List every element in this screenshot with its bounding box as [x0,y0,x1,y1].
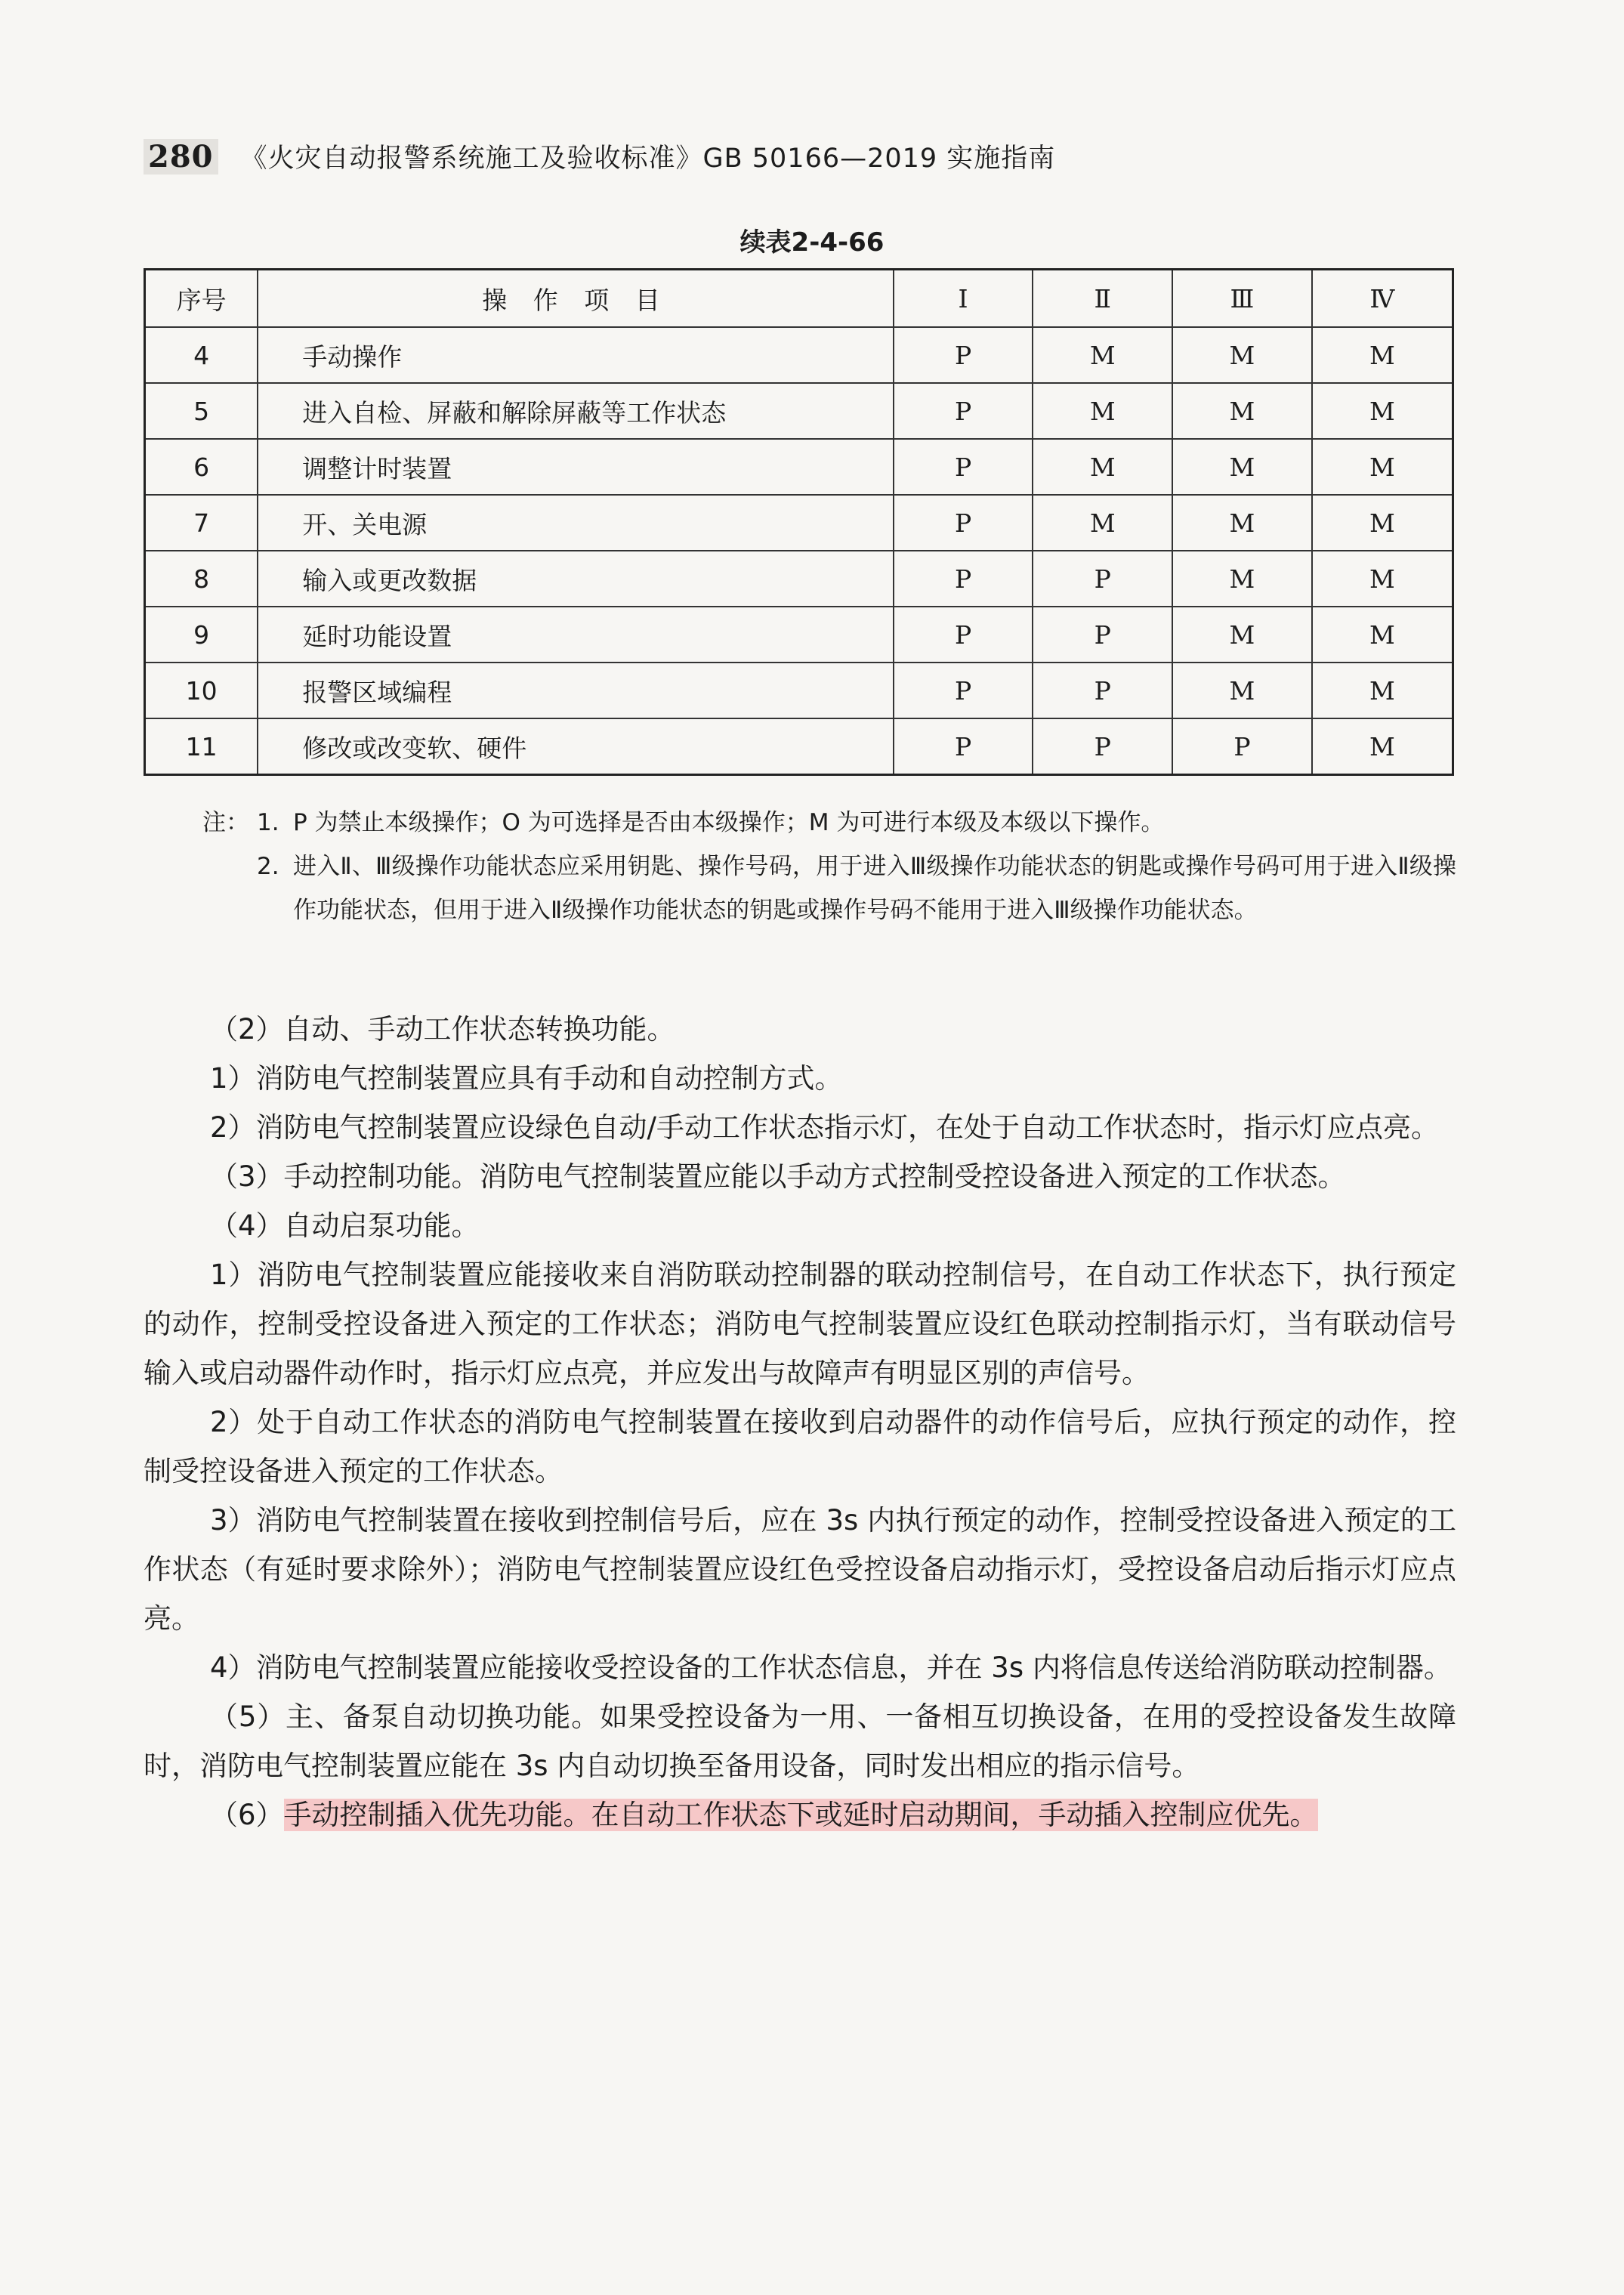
operation-item: 输入或更改数据 [258,551,893,607]
paragraph: （5）主、备泵自动切换功能。如果受控设备为一用、一备相互切换设备，在用的受控设备发生故障时，消防电气控制装置应能在 3s 内自动切换至备用设备，同时发出相应的指示信号。 [144,1700,1456,1782]
level-4-cell: M [1312,383,1453,439]
level-2-cell: P [1033,551,1172,607]
level-1-cell: P [894,439,1033,495]
table-row [145,663,1453,718]
level-1-cell: P [894,551,1033,607]
note-number: 2. [257,853,279,880]
level-3-cell: M [1172,607,1312,663]
row-number: 10 [145,663,258,718]
level-3-cell: P [1172,718,1312,775]
level-1-cell: P [894,607,1033,663]
level-2-cell: M [1033,495,1172,551]
paragraph: （4）自动启泵功能。 [210,1209,480,1242]
paragraph: 1）消防电气控制装置应具有手动和自动控制方式。 [210,1062,843,1095]
level-3-cell: M [1172,663,1312,718]
table-row [145,607,1453,663]
operation-item: 进入自检、屏蔽和解除屏蔽等工作状态 [258,383,893,439]
level-3-cell: M [1172,439,1312,495]
level-4-cell: M [1312,663,1453,718]
column-header-level-2: Ⅱ [1033,270,1172,328]
paragraph: （2）自动、手动工作状态转换功能。 [210,1013,675,1046]
table-row [145,327,1453,383]
paragraph: 2）处于自动工作状态的消防电气控制装置在接收到启动器件的动作信号后，应执行预定的动作，控制受控设备进入预定的工作状态。 [144,1406,1456,1487]
paragraph: 1）消防电气控制装置应能接收来自消防联动控制器的联动控制信号，在自动工作状态下，执行预定的动作，控制受控设备进入预定的工作状态；消防电气控制装置应设红色联动控制指示灯，当有联动信号输入或启动器件动作时，指示灯应点亮，并应发出与故障声有明显区别的声信号。 [144,1259,1456,1389]
paragraph-prefix: （6） [210,1799,284,1831]
level-3-cell: M [1172,383,1312,439]
body-text [144,1005,1456,1839]
note-item [202,845,1456,932]
table-caption: 续表2-4-66 [739,227,885,258]
level-3-cell: M [1172,327,1312,383]
book-title: 《火灾自动报警系统施工及验收标准》GB 50166—2019 实施指南 [240,144,1056,174]
level-1-cell: P [894,383,1033,439]
level-1-cell: P [894,718,1033,775]
highlighted-paragraph [144,1790,1456,1839]
table-row [145,439,1453,495]
level-4-cell: M [1312,551,1453,607]
level-1-cell: P [894,327,1033,383]
note-text: 进入Ⅱ、Ⅲ级操作功能状态应采用钥匙、操作号码，用于进入Ⅲ级操作功能状态的钥匙或操作号码可用于进入Ⅱ级操作功能状态，但用于进入Ⅱ级操作功能状态的钥匙或操作号码不能用于进入Ⅲ级操作功能状态。 [293,853,1456,924]
column-header-level-3: Ⅲ [1172,270,1312,328]
level-2-cell: P [1033,607,1172,663]
table-row [145,495,1453,551]
operation-item: 开、关电源 [258,495,893,551]
level-4-cell: M [1312,439,1453,495]
column-header-item: 操 作 项 目 [258,270,893,328]
level-3-cell: M [1172,551,1312,607]
note-number: 1. [257,809,279,836]
level-3-cell: M [1172,495,1312,551]
row-number: 7 [145,495,258,551]
table-row [145,718,1453,775]
level-2-cell: P [1033,663,1172,718]
page-number: 280 [144,139,218,175]
level-4-cell: M [1312,495,1453,551]
operation-item: 修改或改变软、硬件 [258,718,893,775]
row-number: 4 [145,327,258,383]
paragraph: （3）手动控制功能。消防电气控制装置应能以手动方式控制受控设备进入预定的工作状态。 [210,1160,1346,1193]
highlighted-text: 手动控制插入优先功能。在自动工作状态下或延时启动期间，手动插入控制应优先。 [283,1799,1318,1831]
operation-level-table [144,268,1454,776]
row-number: 5 [145,383,258,439]
note-item [202,801,1456,845]
operation-item: 调整计时装置 [258,439,893,495]
level-2-cell: P [1033,718,1172,775]
operation-item: 报警区域编程 [258,663,893,718]
table-row [145,551,1453,607]
level-4-cell: M [1312,718,1453,775]
row-number: 8 [145,551,258,607]
table-row [145,383,1453,439]
row-number: 6 [145,439,258,495]
column-header-level-4: Ⅳ [1312,270,1453,328]
level-2-cell: M [1033,327,1172,383]
operation-item: 手动操作 [258,327,893,383]
row-number: 11 [145,718,258,775]
running-header [144,137,1055,175]
level-4-cell: M [1312,327,1453,383]
level-1-cell: P [894,495,1033,551]
notes-label: 注： [202,809,249,836]
paragraph: 4）消防电气控制装置应能接收受控设备的工作状态信息，并在 3s 内将信息传送给消防联动控制器。 [210,1651,1452,1684]
table-notes [202,801,1456,932]
operation-item: 延时功能设置 [258,607,893,663]
column-header-level-1: Ⅰ [894,270,1033,328]
column-header-no: 序号 [145,270,258,328]
table-header-row [145,270,1453,328]
paragraph: 3）消防电气控制装置在接收到控制信号后，应在 3s 内执行预定的动作，控制受控设备进入预定的工作状态（有延时要求除外）；消防电气控制装置应设红色受控设备启动指示灯，受控设备启动后指示灯应点亮。 [144,1504,1456,1635]
level-1-cell: P [894,663,1033,718]
note-text: P 为禁止本级操作；O 为可选择是否由本级操作；M 为可进行本级及本级以下操作。 [293,809,1165,836]
row-number: 9 [145,607,258,663]
level-2-cell: M [1033,439,1172,495]
level-2-cell: M [1033,383,1172,439]
paragraph: 2）消防电气控制装置应设绿色自动/手动工作状态指示灯，在处于自动工作状态时，指示灯应点亮。 [210,1111,1440,1144]
level-4-cell: M [1312,607,1453,663]
